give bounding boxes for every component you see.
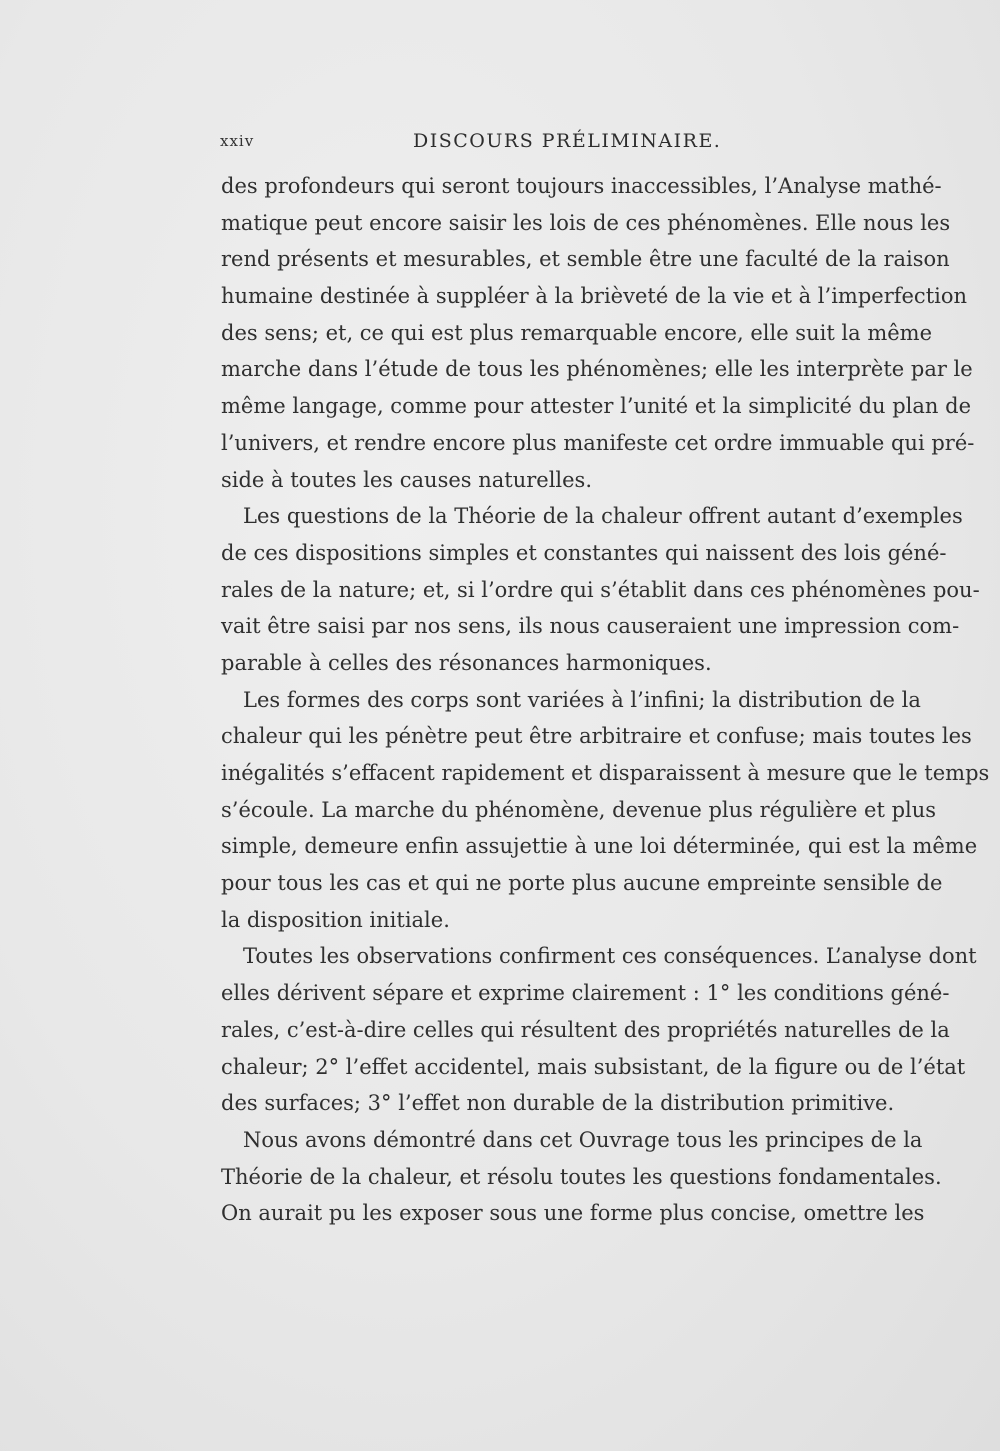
text-line: l’univers, et rendre encore plus manifeste cet ordre immuable qui pré-	[221, 430, 975, 455]
text-line: des profondeurs qui seront toujours inaccessibles, l’Analyse mathé-	[221, 174, 942, 198]
text-line: parable à celles des résonances harmoniques.	[221, 650, 712, 675]
text-line: des sens; et, ce qui est plus remarquable encore, elle suit la même	[221, 320, 933, 345]
text-line: des surfaces; 3° l’effet non durable de la distribution primitive.	[221, 1091, 895, 1116]
text-line: humaine destinée à suppléer à la brièveté de la vie et à l’imperfection	[221, 284, 968, 309]
text-line: rales, c’est-à-dire celles qui résultent des propriétés naturelles de la	[221, 1017, 950, 1042]
text-line: rales de la nature; et, si l’ordre qui s’établit dans ces phénomènes pou-	[221, 577, 980, 602]
text-line: simple, demeure enfin assujettie à une loi déterminée, qui est la même	[221, 834, 978, 859]
body-text	[221, 168, 990, 1232]
text-line: Toutes les observations confirment ces conséquences. L’analyse dont	[243, 944, 977, 969]
text-line: matique peut encore saisir les lois de ces phénomènes. Elle nous les	[221, 210, 951, 235]
text-line: s’écoule. La marche du phénomène, devenue plus régulière et plus	[221, 797, 937, 822]
page-number: xxiv	[220, 132, 255, 150]
text-line: même langage, comme pour attester l’unité et la simplicité du plan de	[221, 394, 971, 419]
text-line: rend présents et mesurables, et semble être une faculté de la raison	[221, 247, 950, 272]
text-line: elles dérivent sépare et exprime clairement : 1° les conditions géné-	[221, 981, 950, 1006]
text-line: de ces dispositions simples et constantes qui naissent des lois géné-	[221, 540, 947, 565]
running-head	[220, 132, 920, 156]
text-line: Les questions de la Théorie de la chaleur offrent autant d’exemples	[243, 504, 963, 529]
text-line: Nous avons démontré dans cet Ouvrage tous les principes de la	[243, 1127, 923, 1152]
text-line: marche dans l’étude de tous les phénomènes; elle les interprète par le	[221, 357, 973, 382]
text-line: side à toutes les causes naturelles.	[221, 467, 593, 492]
running-title: DISCOURS PRÉLIMINAIRE.	[413, 130, 722, 152]
text-line: la disposition initiale.	[221, 907, 450, 932]
text-line: pour tous les cas et qui ne porte plus aucune empreinte sensible de	[221, 871, 943, 896]
text-line: Les formes des corps sont variées à l’infini; la distribution de la	[243, 687, 921, 712]
text-line: vait être saisi par nos sens, ils nous causeraient une impression com-	[221, 614, 960, 639]
text-line: chaleur qui les pénètre peut être arbitraire et confuse; mais toutes les	[221, 724, 972, 749]
text-line: inégalités s’effacent rapidement et disparaissent à mesure que le temps	[221, 761, 990, 785]
text-line: chaleur; 2° l’effet accidentel, mais subsistant, de la figure ou de l’état	[221, 1054, 966, 1079]
text-line: Théorie de la chaleur, et résolu toutes les questions fondamentales.	[221, 1164, 942, 1189]
text-line: On aurait pu les exposer sous une forme plus concise, omettre les	[221, 1201, 925, 1226]
